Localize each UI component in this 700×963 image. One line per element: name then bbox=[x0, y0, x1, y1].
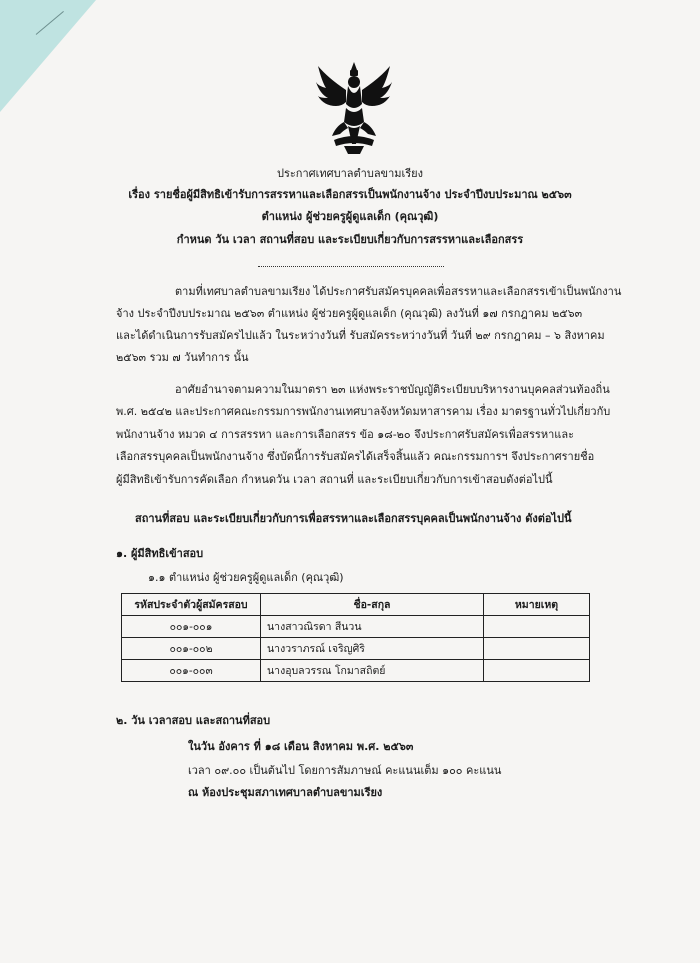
issuer-line: ประกาศเทศบาลตำบลขามเรียง bbox=[277, 167, 423, 180]
table-row bbox=[122, 638, 590, 660]
garuda-emblem-icon bbox=[314, 60, 394, 156]
header-full-name: ชื่อ-สกุล bbox=[261, 594, 484, 616]
candidate-remark bbox=[484, 638, 590, 660]
header-candidate-code: รหัสประจำตัวผู้สมัครสอบ bbox=[122, 594, 261, 616]
candidate-remark bbox=[484, 660, 590, 682]
table-header-row bbox=[122, 594, 590, 616]
table-row bbox=[122, 660, 590, 682]
exam-time: เวลา ๐๙.๐๐ เป็นต้นไป โดยการสัมภาษณ์ คะแนนเต็ม ๑๐๐ คะแนน bbox=[188, 764, 502, 777]
section-heading: สถานที่สอบ และระเบียบเกี่ยวกับการเพื่อสรรหาและเลือกสรรบุคคลเป็นพนักงานจ้าง ดังต่อไปนี้ bbox=[135, 512, 572, 525]
table-row bbox=[122, 616, 590, 638]
subject-line: เรื่อง รายชื่อผู้มีสิทธิเข้ารับการสรรหาและเลือกสรรเป็นพนักงานจ้าง ประจำปีงบประมาณ ๒๕๖๓ bbox=[128, 188, 572, 201]
section1-subtitle: ๑.๑ ตำแหน่ง ผู้ช่วยครูผู้ดูแลเด็ก (คุณวุฒิ) bbox=[148, 571, 344, 584]
paragraph2-line4: เลือกสรรบุคคลเป็นพนักงานจ้าง ซึ่งบัดนี้การรับสมัครได้เสร็จสิ้นแล้ว คณะกรรมการฯ จึงประกาศรายชื่อ bbox=[116, 450, 595, 463]
exam-venue: ณ ห้องประชุมสภาเทศบาลตำบลขามเรียง bbox=[188, 786, 383, 799]
candidate-code: ๐๐๑-๐๐๓ bbox=[122, 660, 261, 682]
candidate-name: นางอุบลวรรณ โกมาสถิตย์ bbox=[261, 660, 484, 682]
section2-title: ๒. วัน เวลาสอบ และสถานที่สอบ bbox=[116, 714, 271, 727]
candidate-name: นางวราภรณ์ เจริญศิริ bbox=[261, 638, 484, 660]
paragraph2-line1: อาศัยอำนาจตามความในมาตรา ๒๓ แห่งพระราชบัญญัติระเบียบบริหารงานบุคคลส่วนท้องถิ่น bbox=[175, 383, 610, 396]
header-remark: หมายเหตุ bbox=[484, 594, 590, 616]
paragraph1-line3: และได้ดำเนินการรับสมัครไปแล้ว ในระหว่างวันที่ รับสมัครระหว่างวันที่ วันที่ ๒๙ กรกฎาคม – ๖ สิงหาคม bbox=[116, 329, 605, 342]
paragraph2-line3: พนักงานจ้าง หมวด ๔ การสรรหา และการเลือกสรร ข้อ ๑๘-๒๐ จึงประกาศรับสมัครเพื่อสรรหาและ bbox=[116, 428, 574, 441]
candidate-remark bbox=[484, 616, 590, 638]
candidate-name: นางสาวณิรดา สีนวน bbox=[261, 616, 484, 638]
paragraph2-line2: พ.ศ. ๒๕๔๒ และประกาศคณะกรรมการพนักงานเทศบาลจังหวัดมหาสารคาม เรื่อง มาตรฐานทั่วไปเกี่ยวกับ bbox=[116, 405, 611, 418]
position-line: ตำแหน่ง ผู้ช่วยครูผู้ดูแลเด็ก (คุณวุฒิ) bbox=[261, 210, 439, 223]
schedule-line: กำหนด วัน เวลา สถานที่สอบ และระเบียบเกี่ยวกับการสรรหาและเลือกสรร bbox=[176, 233, 524, 246]
paragraph1-line2: จ้าง ประจำปีงบประมาณ ๒๕๖๓ ตำแหน่ง ผู้ช่วยครูผู้ดูแลเด็ก (คุณวุฒิ) ลงวันที่ ๑๗ กรกฎาคม ๒๕๖๓ bbox=[116, 307, 583, 320]
candidate-table bbox=[121, 593, 590, 682]
separator-dotted-line bbox=[258, 266, 444, 267]
exam-date: ในวัน อังคาร ที่ ๑๘ เดือน สิงหาคม พ.ศ. ๒๕๖๓ bbox=[188, 740, 414, 753]
paper-corner-tab bbox=[0, 0, 96, 112]
paragraph1-line1: ตามที่เทศบาลตำบลขามเรียง ได้ประกาศรับสมัครบุคคลเพื่อสรรหาและเลือกสรรเข้าเป็นพนักงาน bbox=[175, 285, 622, 298]
candidate-code: ๐๐๑-๐๐๑ bbox=[122, 616, 261, 638]
paragraph2-line5: ผู้มีสิทธิเข้ารับการคัดเลือก กำหนดวัน เวลา สถานที่ และระเบียบเกี่ยวกับการเข้าสอบดังต่อไปนี้ bbox=[116, 473, 553, 486]
candidate-code: ๐๐๑-๐๐๒ bbox=[122, 638, 261, 660]
paragraph1-line4: ๒๕๖๓ รวม ๗ วันทำการ นั้น bbox=[116, 351, 249, 364]
section1-title: ๑. ผู้มีสิทธิเข้าสอบ bbox=[116, 547, 204, 560]
